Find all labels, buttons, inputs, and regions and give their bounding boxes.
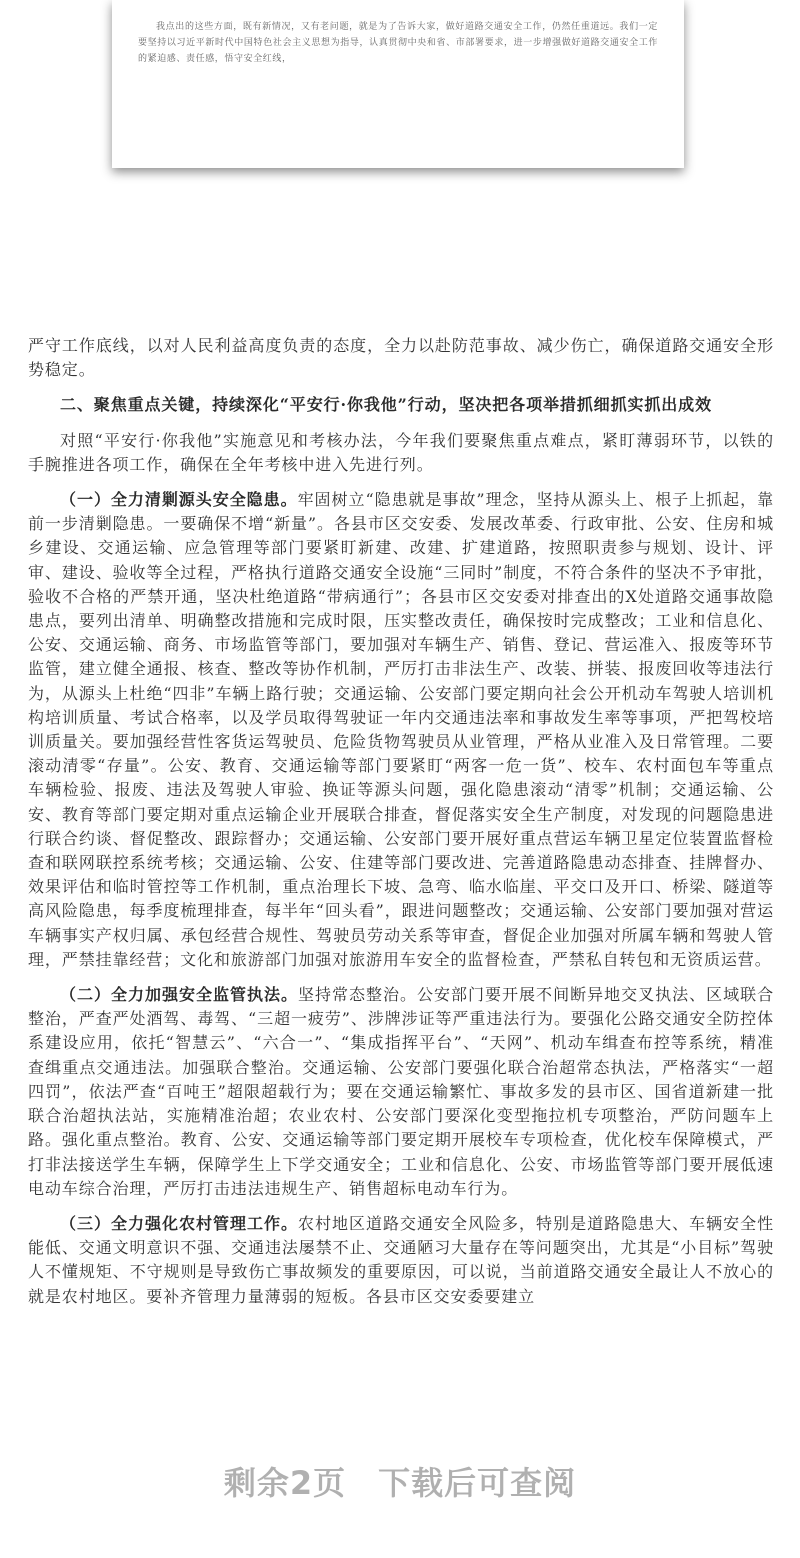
subsection-1-body: 牢固树立“隐患就是事故”理念，坚持从源头上、根子上抓起，靠前一步清剿隐患。一要确保不增“新量”。各县市区交安委、发展改革委、行政审批、公安、住房和城乡建设、交通运输、应急管理等部门要紧盯新建、改建、扩建道路，按照职责参与规划、设计、评审、建设、验收等全过程，严格执行道路交通安全设施“三同时”制度，不符合条件的坚决不予审批，验收不合格的严禁开通，坚决杜绝道路“带病通行”；各县市区交安委对排查出的X处道路交通事故隐患点，要列出清单、明确整改措施和完成时限，压实整改责任，确保按时完成整改；工业和信息化、公安、交通运输、商务、市场监管等部门，要加强对车辆生产、销售、登记、营运准入、报废等环节监管，建立健全通报、核查、整改等协作机制，严厉打击非法生产、改装、拼装、报废回收等违法行为，从源头上杜绝“四非”车辆上路行驶；交通运输、公安部门要定期向社会公开机动车驾驶人培训机构培训质量、考试合格率，以及学员取得驾驶证一年内交通违法率和事故发生率等事项，严把驾校培训质量关。要加强经营性客货运驾驶员、危险货物驾驶员从业管理，严格从业准入及日常管理。二要滚动清零“存量”。公安、教育、交通运输等部门要紧盯“两客一危一货”、校车、农村面包车等重点车辆检验、报废、违法及驾驶人审验、换证等源头问题，强化隐患滚动“清零”机制；交通运输、公安、教育等部门要定期对重点运输企业开展联合排查，督促落实安全生产制度，对发现的问题隐患进行联合约谈、督促整改、跟踪督办；交通运输、公安部门要开展好重点营运车辆卫星定位装置监督检查和联网联控系统考核；交通运输、公安、住建等部门要改进、完善道路隐患动态排查、挂牌督办、效果评估和临时管控等工作机制，重点治理长下坡、急弯、临水临崖、平交口及开口、桥梁、隧道等高风险隐患，每季度梳理排查，每半年“回头看”，跟进问题整改；交通运输、公安部门要加强对营运车辆事实产权归属、承包经营合规性、驾驶员劳动关系等审查，督促企业加强对所属车辆和驾驶人管理，严禁挂靠经营；文化和旅游部门加强对旅游用车安全的监督检查，严禁私自转包和无资质运营。 — [28, 490, 774, 969]
section-heading-2: 二、聚焦重点关键，持续深化“平安行·你我他”行动，坚决把各项举措抓细抓实抓出成效 — [60, 395, 712, 415]
subsection-2 — [28, 983, 774, 1201]
subsection-2-title: （二）全力加强安全监管执法。 — [60, 985, 299, 1005]
subsection-3-title: （三）全力强化农村管理工作。 — [60, 1213, 299, 1233]
remaining-pages-download-prompt[interactable] — [0, 1458, 800, 1504]
subsection-1-title: （一）全力清剿源头安全隐患。 — [60, 490, 298, 510]
subsection-3-body: 农村地区道路交通安全风险多，特别是道路隐患大、车辆安全性能低、交通文明意识不强、交通违法屡禁不止、交通陋习大量存在等问题突出，尤其是“小目标”驾驶人不懂规矩、不守规则是导致伤亡事故频发的重要原因，可以说，当前道路交通安全最让人不放心的就是农村地区。要补齐管理力量薄弱的短板。各县市区交安委要建立 — [28, 1213, 774, 1306]
preview-paragraph: 我点出的这些方面，既有新情况，又有老问题，就是为了告诉大家，做好道路交通安全工作，仍然任重道远。我们一定要坚持以习近平新时代中国特色社会主义思想为指导，认真贯彻中央和省、市部署要求，进一步增强做好道路交通安全工作的紧迫感、责任感，悟守安全红线， — [138, 22, 658, 64]
page-preview-thumbnail — [112, 0, 684, 168]
remaining-pages-label: 剩余2页 — [223, 1464, 347, 1502]
subsection-2-body: 坚持常态整治。公安部门要开展不间断异地交叉执法、区域联合整治，严查严处酒驾、毒驾、“三超一疲劳”、涉牌涉证等严重违法行为。要强化公路交通安全防控体系建设应用，依托“智慧云”、“六合一”、“集成指挥平台”、“天网”、机动车缉查布控等系统，精准查缉重点交通违法。加强联合整治。交通运输、公安部门要强化联合治超常态执法，严格落实“一超四罚”，依法严查“百吨王”超限超载行为；要在交通运输繁忙、事故多发的县市区、国省道新建一批联合治超执法站，实施精准治超；农业农村、公安部门要深化变型拖拉机专项整治，严防问题车上路。强化重点整治。教育、公安、交通运输等部门要定期开展校车专项检查，优化校车保障模式，严打非法接送学生车辆，保障学生上下学交通安全；工业和信息化、公安、市场监管等部门要开展低速电动车综合治理，严厉打击违法违规生产、销售超标电动车行为。 — [28, 985, 774, 1198]
paragraph-intro: 对照“平安行·你我他”实施意见和考核办法，今年我们要聚焦重点难点，紧盯薄弱环节，以铁的手腕推进各项工作，确保在全年考核中进入先进行列。 — [28, 430, 774, 474]
subsection-3 — [28, 1212, 774, 1309]
document-body — [28, 334, 774, 1309]
paragraph-continued: 严守工作底线，以对人民利益高度负责的态度，全力以赴防范事故、减少伤亡，确保道路交通安全形势稳定。 — [28, 336, 774, 380]
download-to-view-label: 下载后可查阅 — [378, 1464, 577, 1502]
subsection-1 — [28, 488, 774, 972]
